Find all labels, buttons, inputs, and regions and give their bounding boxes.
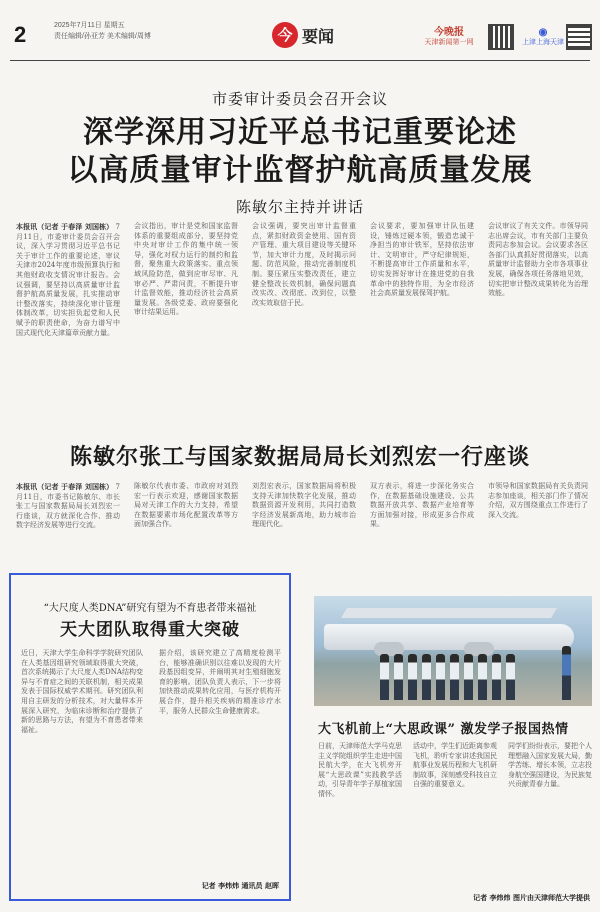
student-figure: [380, 654, 389, 700]
student-figure: [436, 654, 445, 700]
article3-byline: 记者 李炜炜 通讯员 赵晖: [201, 881, 279, 890]
student-figure: [492, 654, 501, 700]
article3-headline: 天大团队取得重大突破: [60, 620, 240, 640]
article4-column: 同学们纷纷表示，要把个人理想融入国家发展大局，勤学苦练、增长本领，立志投身航空强国建设，为民族复兴贡献青春力量。: [508, 742, 592, 789]
section-logo: [272, 22, 344, 50]
brand-right-caption: 上津上海天津: [522, 39, 564, 46]
article2-column: 双方表示，将进一步深化务实合作，在数据基础设施建设、公共数据开放共享、数据产业培育等方面加强对接，形成更多合作成果。: [370, 482, 474, 529]
student-figure: [506, 654, 515, 700]
article2-column: 市领导和国家数据局有关负责同志参加座谈，相关部门作了情况介绍，双方围绕重点工作进行了深入交流。: [488, 482, 588, 519]
section-seal-icon: 今: [272, 22, 298, 48]
article1-column: 本报讯（记者 于春泽 刘国栋） 7月11日，市委审计委员会召开会议，深入学习贯彻习近平总书记关于审计工作的重要论述，审议天津市2024年度市级预算执行和其他财政收支情况审计报告。会议强调，要坚持以高质量审计监督护航高质量发展，扎实推动审计整改落实，持续深化审计管理体制改革，切实担负起党和人民赋予的职责使命，为奋力谱写中国式现代化天津篇章贡献力量。: [16, 222, 120, 337]
editors-line: 责任编辑/孙亚芳 美术编辑/周博: [54, 33, 151, 40]
instructor-figure: [562, 646, 571, 700]
article1-column: 会议指出，审计是党和国家监督体系的重要组成部分，要坚持党中央对审计工作的集中统一领导，强化对权力运行的制约和监督，聚焦重大政策落实、重点领域风险防范，做到应审尽审、凡审必严、严肃问责，不断提升审计监督效能，推动经济社会高质量发展。各级党委、政府要强化审计结果运用。: [134, 222, 238, 317]
article1-column: 会议审议了有关文件。市领导同志出席会议，市有关部门主要负责同志参加会议。会议要求各区各部门认真抓好贯彻落实，以高质量审计监督助力全市各项事业发展，确保各项任务落地见效，切实把审计整改成果转化为治理效能。: [488, 222, 588, 298]
article1-headline-line1: 深学深用习近平总书记重要论述: [83, 115, 517, 150]
article1-byline: 本报讯（记者 于春泽 刘国栋）: [16, 222, 114, 231]
student-figure: [450, 654, 459, 700]
student-figure: [464, 654, 473, 700]
article2-column: 刘烈宏表示，国家数据局将积极支持天津加快数字化发展，推动数据资源开发利用，共同打造数字经济发展新高地，助力城市治理现代化。: [252, 482, 356, 529]
brand-block: [414, 28, 484, 48]
article1-body: [16, 222, 588, 418]
article4-photo-credit: 记者 李炜炜 图片由天津师范大学提供: [473, 893, 590, 902]
masthead-meta: [54, 20, 151, 42]
brand-caption: 天津新闻第一网: [424, 39, 474, 46]
student-figure: [394, 654, 403, 700]
article3-body: [21, 649, 281, 875]
page-number: 2: [14, 22, 27, 47]
date-line: 2025年7月11日 星期五: [54, 22, 125, 29]
article2-headline[interactable]: 陈敏尔张工与国家数据局局长刘烈宏一行座谈: [69, 444, 530, 470]
article4-headline[interactable]: 大飞机前上“大思政课” 激发学子报国热情: [318, 722, 569, 737]
article2-byline: 本报讯（记者 于春泽 刘国栋）: [16, 482, 114, 491]
student-figure: [408, 654, 417, 700]
qr-code-icon[interactable]: [488, 24, 514, 50]
article4-column: 活动中，学生们近距离参观飞机，聆听专家讲述我国民航事业发展历程和大飞机研制故事，深刻感受科技自立自强的重要意义。: [413, 742, 497, 789]
article3-box[interactable]: [9, 573, 291, 901]
article2-column: 本报讯（记者 于春泽 刘国栋） 7月11日，市委书记陈敏尔、市长张工与国家数据局局长刘烈宏一行座谈，双方就深化合作、推动数字经济发展等进行交流。: [16, 482, 120, 530]
article3-column: 近日，天津大学生命科学学院研究团队在人类基因组研究领域取得重大突破，首次系统揭示了大尺度人类DNA结构变异与不育症之间的关联机制，相关成果发表于国际权威学术期刊。研究团队利用自主研发的分析技术，对大量样本开展深入研究，为临床诊断和治疗提供了新的思路与方法，有望为不育患者带来福祉。: [21, 649, 143, 734]
aircraft-fuselage-shape: [324, 624, 574, 650]
article1-column: 会议要求，要加强审计队伍建设，锤炼过硬本领，锻造忠诚干净担当的审计铁军，坚持依法审计、文明审计，严守纪律规矩，不断提高审计工作质量和水平，切实发挥好审计在推进党的自我革命中的独特作用，为全市经济社会高质量发展保驾护航。: [370, 222, 474, 298]
article1-subhead: 陈敏尔主持并讲话: [235, 198, 364, 216]
article1-column: 会议强调，要突出审计监督重点，紧扣财政资金使用、国有资产管理、重大项目建设等关键环节，加大审计力度，及时揭示问题、防范风险，推动完善制度机制。要压紧压实整改责任，建立健全整改长效机制，确保问题真改实改、改彻底、改到位，以整改实效取信于民。: [252, 222, 356, 307]
masthead: [10, 8, 590, 61]
student-figure: [478, 654, 487, 700]
article3-column: 据介绍，该研究建立了高精度检测平台，能够准确识别以往难以发现的大片段基因组变异，并阐明其对生殖细胞发育的影响。团队负责人表示，下一步将加快推动成果转化应用，与医疗机构开展合作，提升相关疾病的精准诊疗水平，服务人民群众生命健康需求。: [159, 649, 281, 715]
article1-headline-line2: 以高质量审计监督护航高质量发展: [67, 153, 533, 188]
article4-photo[interactable]: [314, 596, 592, 706]
brand-right: ◉ 上津上海天津: [518, 28, 568, 48]
aircraft-wing-shape: [341, 608, 557, 618]
article3-kicker: “大尺度人类DNA”研究有望为不育患者带来福祉: [43, 603, 257, 614]
article1-kicker: 市委审计委员会召开会议: [211, 90, 388, 108]
article4-column: 日前，天津师范大学马克思主义学院组织学生走进中国民航大学，在大飞机旁开展“大思政课”实践教学活动，引导青年学子厚植家国情怀。: [318, 742, 402, 798]
article1-headline[interactable]: [0, 114, 600, 190]
student-figure: [422, 654, 431, 700]
article2-body: [16, 482, 588, 564]
qr-code-icon[interactable]: [566, 24, 592, 50]
article2-column: 陈敏尔代表市委、市政府对刘烈宏一行表示欢迎，感谢国家数据局对天津工作的大力支持，希望在数据要素市场化配置改革等方面加强合作。: [134, 482, 238, 529]
article4-body: [318, 742, 592, 888]
brand-name: 今晚报: [434, 27, 464, 38]
section-name: 要闻: [302, 27, 335, 46]
